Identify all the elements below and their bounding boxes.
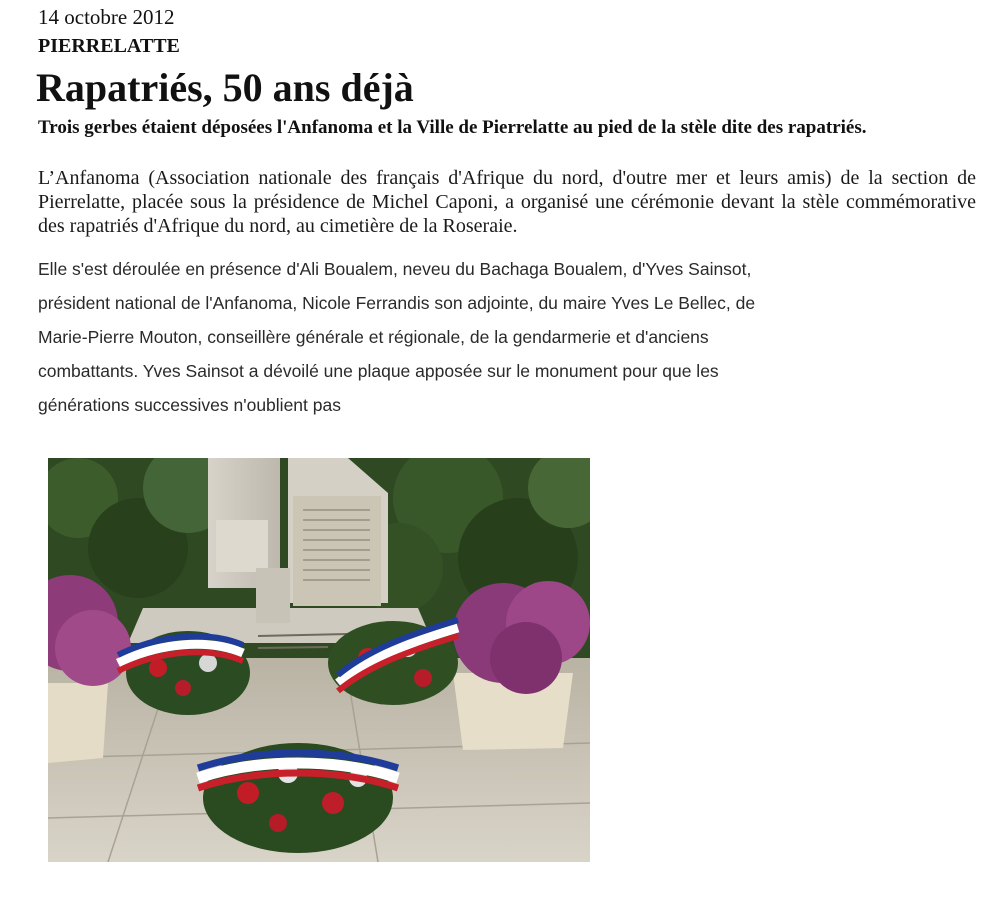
paragraph-2-line: combattants. Yves Sainsot a dévoilé une plaque apposée sur le monument pour que les — [38, 361, 719, 381]
article-headline: Rapatriés, 50 ans déjà — [36, 65, 414, 110]
paragraph-2-line: Elle s'est déroulée en présence d'Ali Boualem, neveu du Bachaga Boualem, d'Yves Sainsot, — [38, 259, 752, 279]
paragraph-2-line: générations successives n'oublient pas — [38, 395, 341, 415]
paragraph-2-line: président national de l'Anfanoma, Nicole Ferrandis son adjointe, du maire Yves Le Bellec, de — [38, 293, 756, 313]
memorial-photo-illustration — [48, 458, 590, 862]
article-paragraph-2 — [38, 252, 968, 422]
memorial-photo — [48, 458, 590, 862]
paragraph-2-line: Marie-Pierre Mouton, conseillère générale et régionale, de la gendarmerie et d'anciens — [38, 327, 709, 347]
article-date: 14 octobre 2012 — [38, 5, 175, 29]
article-lead: Trois gerbes étaient déposées l'Anfanoma et la Ville de Pierrelatte au pied de la stèle dite des rapatriés. — [38, 117, 867, 138]
article-paragraph-1: L’Anfanoma (Association nationale des français d'Afrique du nord, d'outre mer et leurs amis) de la section de Pierrelatte, placée sous la présidence de Michel Caponi, a organisé une cérémonie devant la stèle commémorative des rapatriés d'Afrique du nord, au cimetière de la Roseraie. — [38, 167, 976, 237]
article-section: PIERRELATTE — [38, 35, 180, 57]
